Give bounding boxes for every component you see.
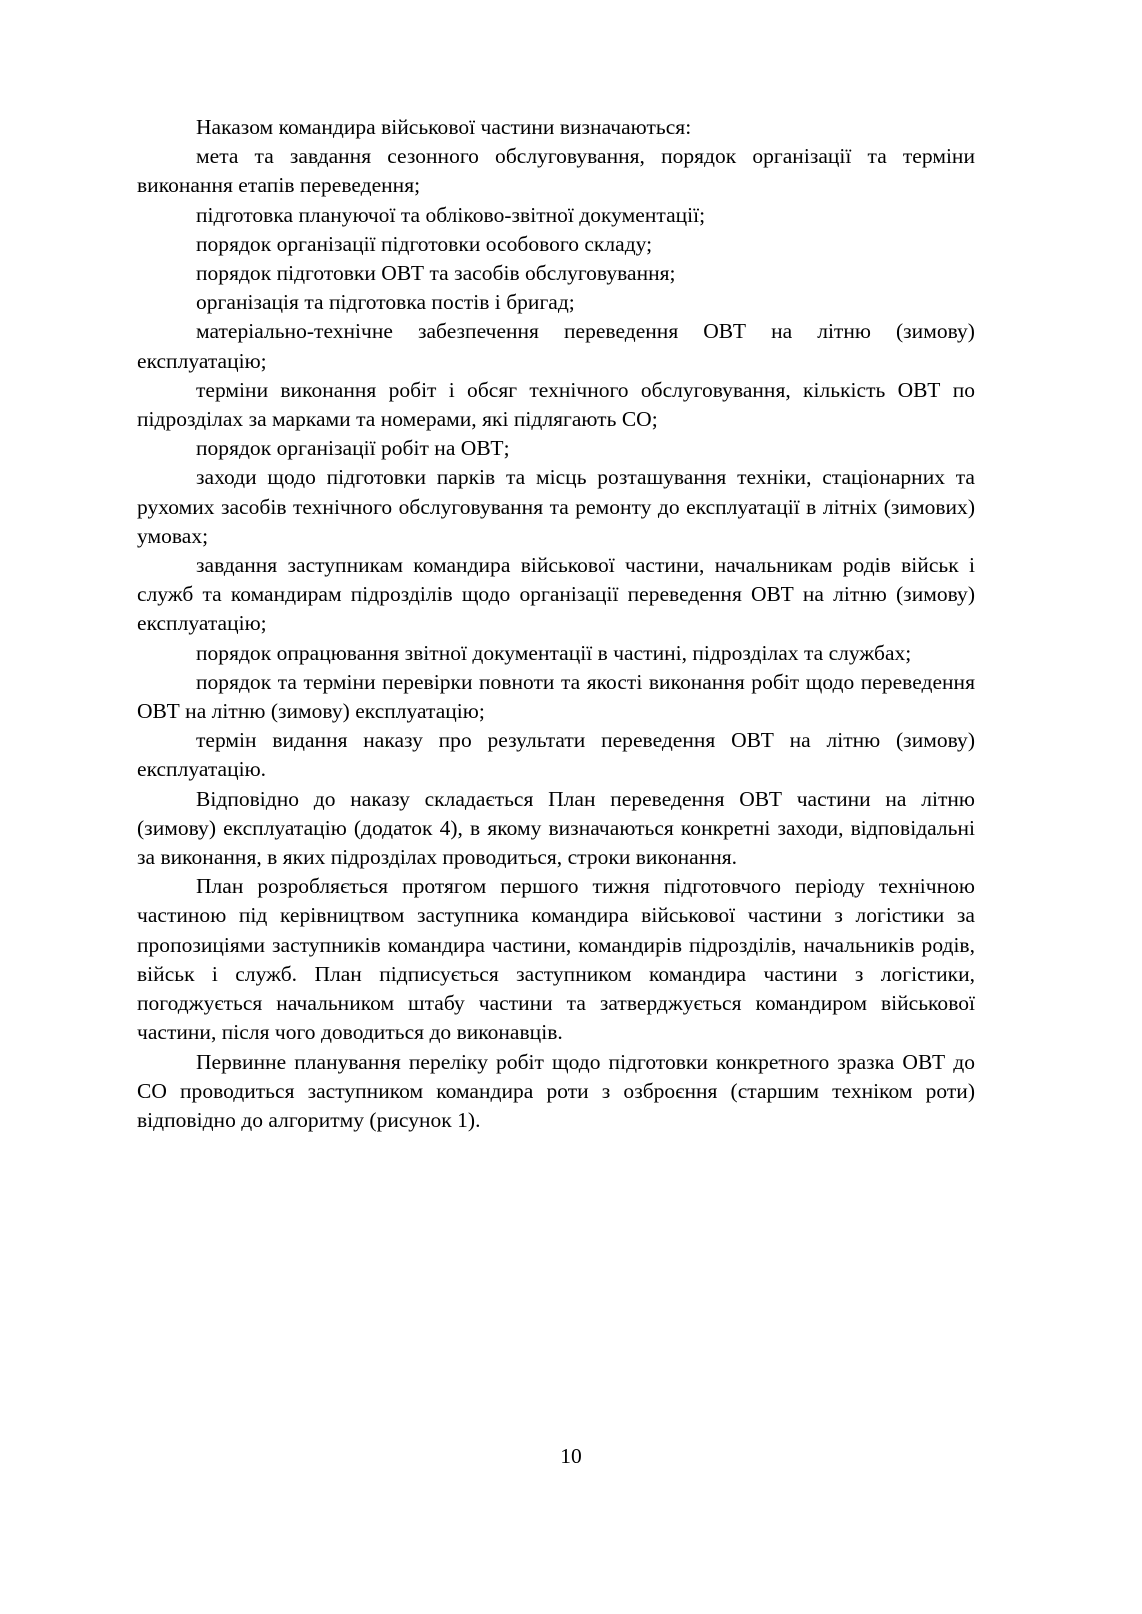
document-body: [137, 113, 975, 1135]
paragraph: організація та підготовка постів і бригад;: [196, 290, 575, 315]
paragraph: План розробляється протягом першого тижня підготовчого періоду технічною частиною під керівництвом заступника командира військової частини з логістики за пропозиціями заступників командира частини, командирів підрозділів, начальників родів, військ і служб. План підписується заступником командира частини з логістики, погоджується начальником штабу частини та затверджується командиром військової частини, після чого доводиться до виконавців.: [137, 874, 975, 1045]
paragraph: матеріально-технічне забезпечення переведення ОВТ на літню (зимову) експлуатацію;: [137, 319, 975, 373]
paragraph: підготовка плануючої та обліково-звітної документації;: [196, 202, 706, 227]
paragraph: порядок опрацювання звітної документації в частині, підрозділах та службах;: [196, 640, 912, 665]
paragraph: порядок та терміни перевірки повноти та якості виконання робіт щодо переведення ОВТ на літню (зимову) експлуатацію;: [137, 669, 975, 724]
paragraph: мета та завдання сезонного обслуговування, порядок організації та терміни виконання етапів переведення;: [137, 144, 975, 198]
paragraph: Первинне планування переліку робіт щодо підготовки конкретного зразка ОВТ до СО проводиться заступником командира роти з озброєння (старшим техніком роти) відповідно до алгоритму (рисунок 1).: [137, 1049, 975, 1132]
paragraph: завдання заступникам командира військової частини, начальникам родів військ і служб та командирам підрозділів щодо організації переведення ОВТ на літню (зимову) експлуатацію;: [137, 553, 975, 636]
paragraph: порядок підготовки ОВТ та засобів обслуговування;: [196, 261, 676, 286]
paragraph: порядок організації робіт на ОВТ;: [196, 436, 510, 461]
paragraph: терміни виконання робіт і обсяг технічного обслуговування, кількість ОВТ по підрозділах за марками та номерами, які підлягають СО;: [137, 377, 975, 432]
paragraph: термін видання наказу про результати переведення ОВТ на літню (зимову) експлуатацію.: [137, 728, 975, 782]
page-number: 10: [560, 1444, 582, 1468]
paragraph: заходи щодо підготовки парків та місць розташування техніки, стаціонарних та рухомих засобів технічного обслуговування та ремонту до експлуатації в літніх (зимових) умовах;: [137, 465, 975, 548]
paragraph: Наказом командира військової частини визначаються:: [196, 115, 692, 139]
paragraph: Відповідно до наказу складається План переведення ОВТ частини на літню (зимову) експлуатацію (додаток 4), в якому визначаються конкретні заходи, відповідальні за виконання, в яких підрозділах проводиться, строки виконання.: [137, 786, 975, 870]
paragraph: порядок організації підготовки особового складу;: [196, 231, 653, 256]
